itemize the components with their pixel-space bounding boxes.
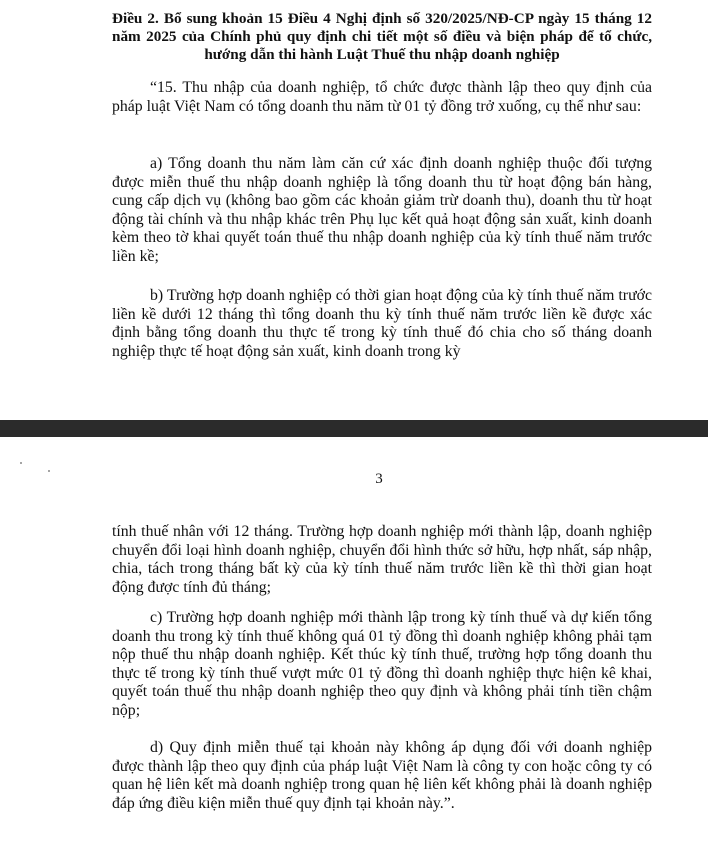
paragraph-point-d: d) Quy định miễn thuế tại khoản này không áp dụng đối với doanh nghiệp được thành lập theo quy định của pháp luật Việt Nam là công ty con hoặc công ty có quan hệ liên kết mà doanh nghiệp trong quan hệ liên kết không phải là doanh nghiệp đáp ứng điều kiện miễn thuế quy định tại khoản này.”. bbox=[112, 739, 652, 812]
article-heading: Điều 2. Bổ sung khoản 15 Điều 4 Nghị định số 320/2025/NĐ-CP ngày 15 tháng 12 năm 2025 của Chính phủ quy định chi tiết một số điều và biện pháp để tổ chức, hướng dẫn thi hành Luật Thuế thu nhập doanh nghiệp bbox=[112, 10, 652, 63]
scan-speck bbox=[20, 462, 22, 464]
document-page-upper bbox=[0, 0, 708, 420]
paragraph-point-b: b) Trường hợp doanh nghiệp có thời gian hoạt động của kỳ tính thuế năm trước liền kề dưới 12 tháng thì tổng doanh thu kỳ tính thuế năm trước liền kề được xác định bằng tổng doanh thu thực tế trong kỳ tính thuế đó chia cho số tháng doanh nghiệp thực tế hoạt động sản xuất, kinh doanh trong kỳ bbox=[112, 287, 652, 360]
paragraph-point-b-continued: tính thuế nhân với 12 tháng. Trường hợp doanh nghiệp mới thành lập, doanh nghiệp chuyển đổi loại hình doanh nghiệp, chuyển đổi hình thức sở hữu, hợp nhất, sáp nhập, chia, tách trong tháng bất kỳ của kỳ tính thuế năm trước liền kề thì thời gian hoạt động được tính đủ tháng; bbox=[112, 523, 652, 596]
paragraph-point-a: a) Tổng doanh thu năm làm căn cứ xác định doanh nghiệp thuộc đối tượng được miễn thuế thu nhập doanh nghiệp là tổng doanh thu từ hoạt động bán hàng, cung cấp dịch vụ (không bao gồm các khoản giảm trừ doanh thu), doanh thu từ hoạt động tài chính và thu nhập khác trên Phụ lục kết quả hoạt động sản xuất, kinh doanh kèm theo tờ khai quyết toán thuế thu nhập doanh nghiệp của kỳ tính thuế năm trước liền kề; bbox=[112, 155, 652, 265]
paragraph-clause-15-intro: “15. Thu nhập của doanh nghiệp, tổ chức được thành lập theo quy định của pháp luật Việt Nam có tổng doanh thu năm từ 01 tỷ đồng trở xuống, cụ thể như sau: bbox=[112, 79, 652, 115]
paragraph-point-c: c) Trường hợp doanh nghiệp mới thành lập trong kỳ tính thuế và dự kiến tổng doanh thu trong kỳ tính thuế không quá 01 tỷ đồng thì doanh nghiệp không phải tạm nộp thuế thu nhập doanh nghiệp. Kết thúc kỳ tính thuế, trường hợp tổng doanh thu thực tế trong kỳ tính thuế vượt mức 01 tỷ đồng thì doanh nghiệp thực hiện kê khai, quyết toán thuế thu nhập doanh nghiệp theo quy định và không phải tính tiền chậm nộp; bbox=[112, 609, 652, 719]
page-break-separator bbox=[0, 420, 708, 437]
page-number: 3 bbox=[375, 471, 383, 487]
